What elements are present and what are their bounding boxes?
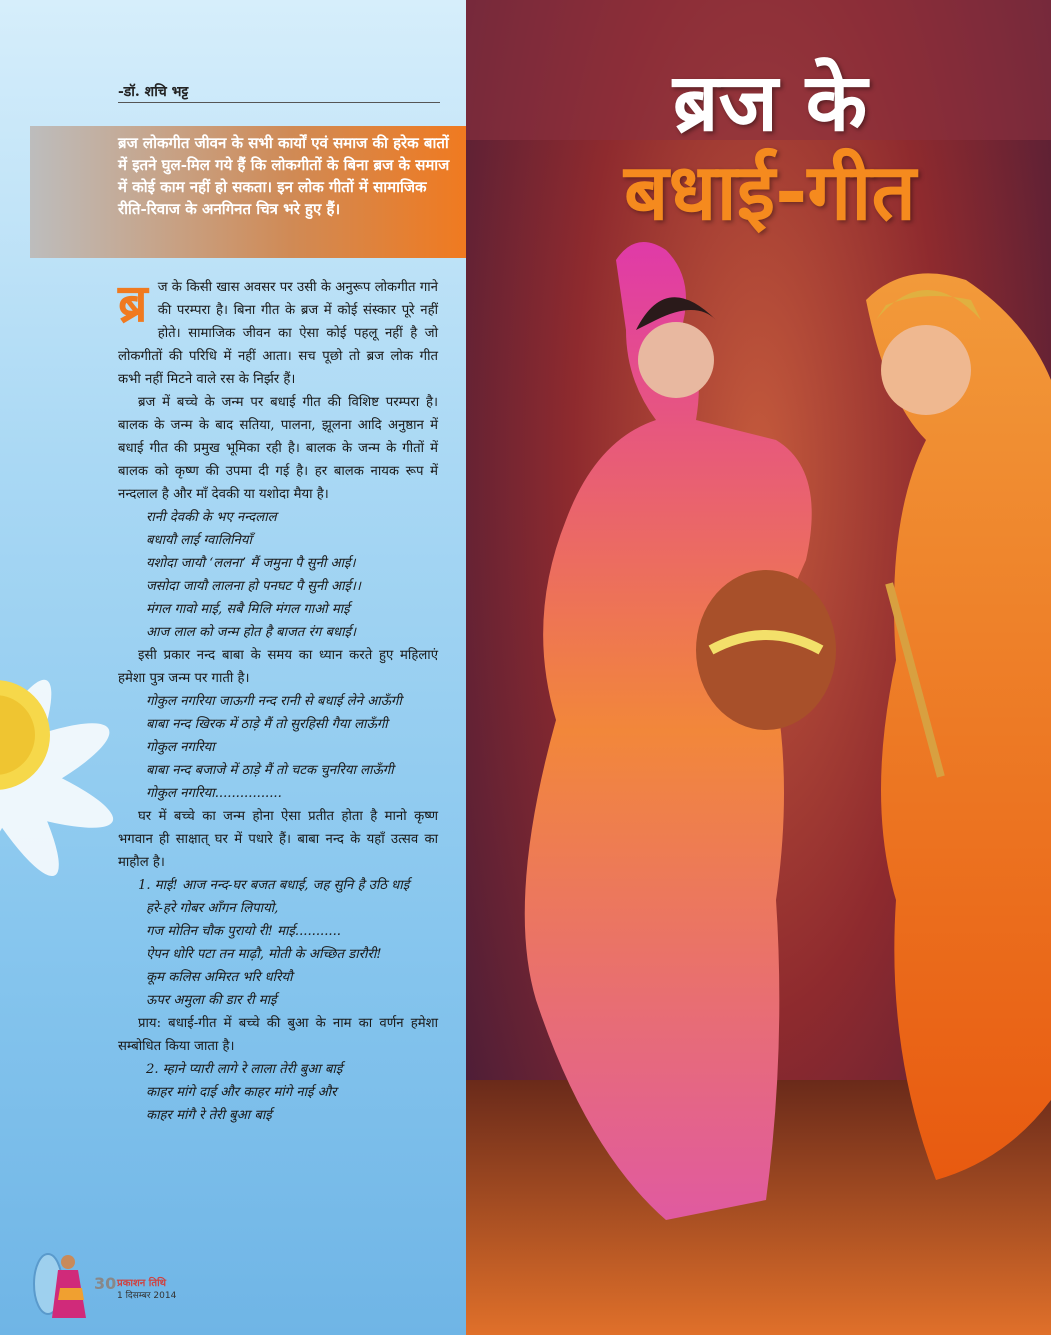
verse-3-first-line: 1. माई! आज नन्द-घर बजत बधाई, जह सुनि है उठि धाई	[138, 878, 410, 893]
page-number: 30	[94, 1274, 117, 1293]
paragraph-3: इसी प्रकार नन्द बाबा के समय का ध्यान करते हुए महिलाएं हमेशा पुत्र जन्म पर गाती है।	[118, 648, 438, 686]
paragraph-1	[118, 273, 438, 391]
verse-line: कूम कलिस अमिरत भरि धरियौ	[146, 970, 293, 985]
verse-2	[146, 690, 438, 805]
verse-line: 2. म्हाने प्यारी लागे रे लाला तेरी बुआ बाई	[146, 1062, 343, 1077]
author-byline: -डॉ. शचि भट्ट	[118, 84, 189, 100]
title-line-1: ब्रज के	[672, 56, 868, 149]
byline-divider	[118, 102, 440, 103]
verse-line: यशोदा जायौ ‘ललना’ मैं जमुना पै सुनी आई।	[146, 556, 356, 571]
verse-line: ऊपर अमुला की डार री माई	[146, 993, 277, 1008]
verse-line: गज मोतिन चौक पुरायो री! माई...........	[146, 924, 342, 939]
verse-line: मंगल गावो माई, सबै मिलि मंगल गाओ माई	[146, 602, 350, 617]
verse-line: ऐपन धोरि पटा तन माढ़ौ, मोती के अच्छित डारौरी!	[146, 947, 382, 962]
verse-line: काहर मांगै रे तेरी बुआ बाई	[146, 1108, 272, 1123]
verse-line: गोकुल नगरिया................	[146, 786, 282, 801]
verse-line: जसोदा जायौ लालना हो पनघट पै सुनी आई।।	[146, 579, 361, 594]
verse-line: बाबा नन्द बजाजे में ठाड़े मैं तो चटक चुनरिया लाऊँगी	[146, 763, 394, 778]
verse-3	[146, 897, 438, 1012]
paragraph-4: घर में बच्चे का जन्म होना ऐसा प्रतीत होता है मानो कृष्ण भगवान ही साक्षात् घर में पधारे हैं। बाबा नन्द के यहाँ उत्सव का माहौल है।	[118, 809, 438, 870]
verse-line: बधायौ लाई ग्वालिनियाँ	[146, 533, 252, 548]
verse-line: गोकुल नगरिया जाऊगी नन्द रानी से बधाई लेने आऊँगी	[146, 694, 402, 709]
article-title	[520, 58, 1020, 238]
verse-line: आज लाल को जन्म होत है बाजत रंग बधाई।	[146, 625, 357, 640]
publication-label: प्रकाशन तिथि	[117, 1278, 167, 1289]
paragraph-5: प्राय: बधाई-गीत में बच्चे की बुआ के नाम का वर्णन हमेशा सम्बोधित किया जाता है।	[118, 1016, 438, 1054]
verse-line: हरे-हरे गोबर आँगन लिपायो,	[146, 901, 279, 916]
verse-line: गोकुल नगरिया	[146, 740, 215, 755]
title-line-2: बधाई-गीत	[624, 148, 916, 238]
paragraph-2: ब्रज में बच्चे के जन्म पर बधाई गीत की विशिष्ट परम्परा है। बालक के जन्म के बाद सतिया, पालना, झूलना आदि अनुष्ठान में बधाई गीत की प्रमुख भूमिका रही है। बालक के जन्म के गीतों में बालक को कृष्ण की उपमा दी गई है। हर बालक नायक रूप में नन्दलाल है और माँ देवकी या यशोदा मैया है।	[118, 395, 438, 502]
intro-text: ब्रज लोकगीत जीवन के सभी कार्यों एवं समाज की हरेक बातों में इतने घुल-मिल गये हैं कि लोकगीतों के बिना ब्रज के समाज में कोई काम नहीं हो सकता। इन लोक गीतों में सामाजिक रीति-रिवाज के अनगिनत चित्र भरे हुए हैं।	[118, 134, 450, 218]
verse-line: रानी देवकी के भए नन्दलाल	[146, 510, 277, 525]
paragraph-1-text: ज के किसी खास अवसर पर उसी के अनुरूप लोकगीत गाने की परम्परा है। बिना गीत के ब्रज में कोई संस्कार पूरे नहीं होते। सामाजिक जीवन का ऐसा कोई पहलू नहीं है जो लोकगीतों की परिधि में नहीं आता। सच पूछो तो ब्रज लोक गीत कभी नहीं मिटने वाले रस के निर्झर हैं।	[118, 280, 438, 387]
article-body	[118, 273, 438, 1127]
drop-cap: ब्र	[118, 273, 148, 334]
verse-line: काहर मांगे दाई और काहर मांगे नाई और	[146, 1085, 337, 1100]
verse-line: बाबा नन्द खिरक में ठाड़े मैं तो सुरहिसी गैया लाऊँगी	[146, 717, 388, 732]
verse-4	[146, 1058, 438, 1127]
verse-1	[146, 506, 438, 644]
magazine-logo-icon	[30, 1248, 90, 1320]
publication-date: 1 दिसम्बर 2014	[117, 1291, 177, 1301]
